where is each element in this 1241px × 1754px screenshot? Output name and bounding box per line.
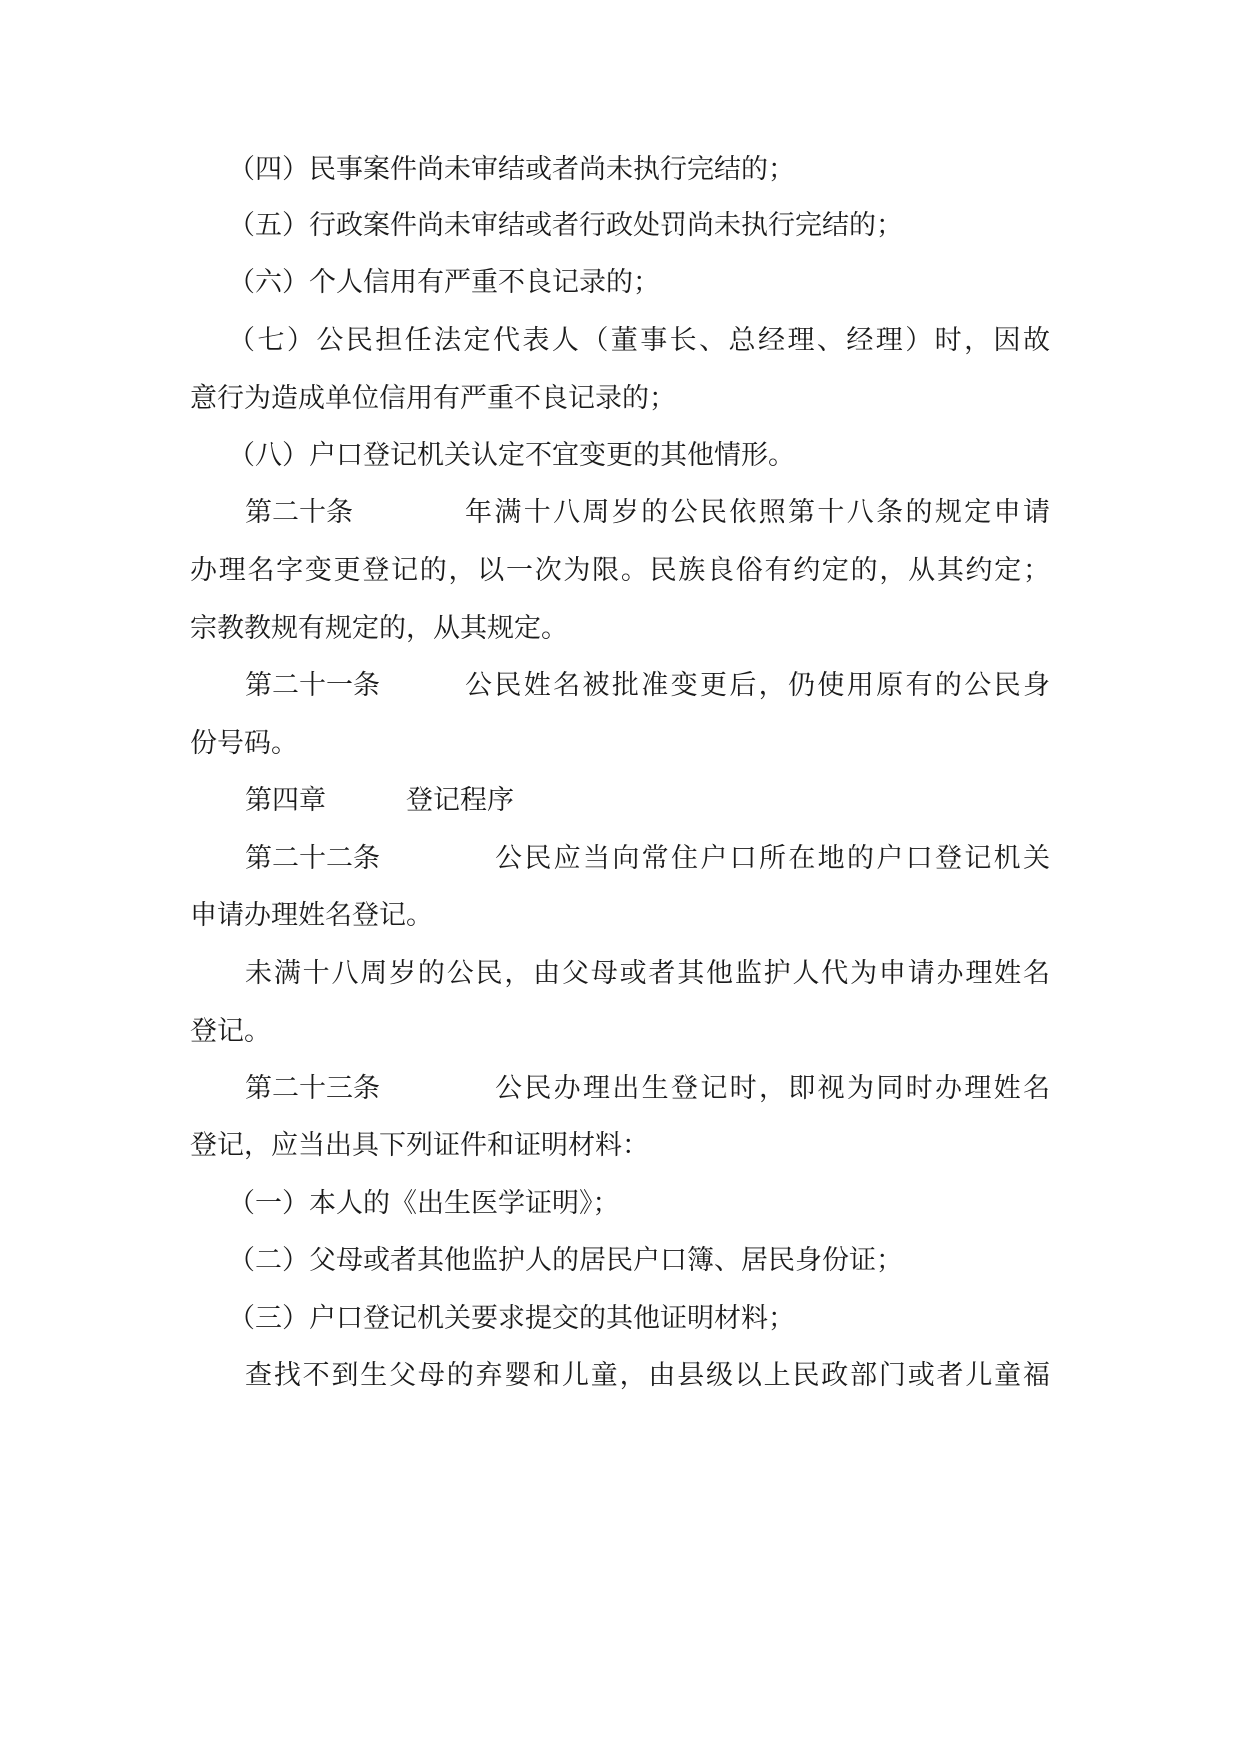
text-line <box>0 551 1241 591</box>
text-line <box>0 206 1241 246</box>
article-text: 公民姓名被批准变更后，仍使用原有的公民身 <box>465 670 1050 701</box>
list-item-7: （七）公民担任法定代表人（董事长、总经理、经理）时，因故 <box>228 325 1050 356</box>
text-line <box>0 666 1241 706</box>
text-line <box>0 1184 1241 1224</box>
article-text-continued: 办理名字变更登记的，以一次为限。民族良俗有约定的，从其约定； <box>190 555 1050 586</box>
text-line <box>0 1012 1241 1052</box>
paragraph-text: 未满十八周岁的公民，由父母或者其他监护人代为申请办理姓名 <box>245 958 1050 989</box>
article-heading: 第二十二条 <box>245 843 380 874</box>
text-line <box>0 609 1241 649</box>
text-line <box>0 896 1241 936</box>
chapter-number: 第四章 <box>245 785 326 816</box>
list-item-1: （一）本人的《出生医学证明》； <box>228 1188 620 1219</box>
article-text-continued: 登记，应当出具下列证件和证明材料： <box>190 1130 649 1161</box>
list-item-7-continued: 意行为造成单位信用有严重不良记录的； <box>190 383 676 414</box>
text-line <box>0 1299 1241 1339</box>
article-text-continued: 份号码。 <box>190 728 298 759</box>
article-text: 公民应当向常住户口所在地的户口登记机关 <box>495 843 1050 874</box>
text-line <box>0 1356 1241 1396</box>
text-line <box>0 436 1241 476</box>
text-line <box>0 379 1241 419</box>
text-line <box>0 839 1241 879</box>
article-text: 年满十八周岁的公民依照第十八条的规定申请 <box>465 497 1050 528</box>
text-line <box>0 781 1241 821</box>
list-item-6: （六）个人信用有严重不良记录的； <box>228 267 660 298</box>
text-line <box>0 150 1241 190</box>
list-item-4: （四）民事案件尚未审结或者尚未执行完结的； <box>228 154 795 185</box>
text-line <box>0 1069 1241 1109</box>
text-line <box>0 954 1241 994</box>
chapter-title: 登记程序 <box>406 785 514 816</box>
text-line <box>0 724 1241 764</box>
article-text-continued: 申请办理姓名登记。 <box>190 900 433 931</box>
article-text-continued: 宗教教规有规定的，从其规定。 <box>190 613 568 644</box>
article-heading: 第二十一条 <box>245 670 380 701</box>
list-item-8: （八）户口登记机关认定不宜变更的其他情形。 <box>228 440 795 471</box>
text-line <box>0 1126 1241 1166</box>
list-item-2: （二）父母或者其他监护人的居民户口簿、居民身份证； <box>228 1245 903 1276</box>
text-line <box>0 493 1241 533</box>
list-item-5: （五）行政案件尚未审结或者行政处罚尚未执行完结的； <box>228 210 903 241</box>
article-text: 公民办理出生登记时，即视为同时办理姓名 <box>495 1073 1050 1104</box>
paragraph-text: 查找不到生父母的弃婴和儿童，由县级以上民政部门或者儿童福 <box>245 1360 1050 1391</box>
text-line <box>0 321 1241 361</box>
article-heading: 第二十条 <box>245 497 353 528</box>
list-item-3: （三）户口登记机关要求提交的其他证明材料； <box>228 1303 795 1334</box>
text-line <box>0 1241 1241 1281</box>
paragraph-text-continued: 登记。 <box>190 1016 271 1047</box>
article-heading: 第二十三条 <box>245 1073 380 1104</box>
text-line <box>0 263 1241 303</box>
